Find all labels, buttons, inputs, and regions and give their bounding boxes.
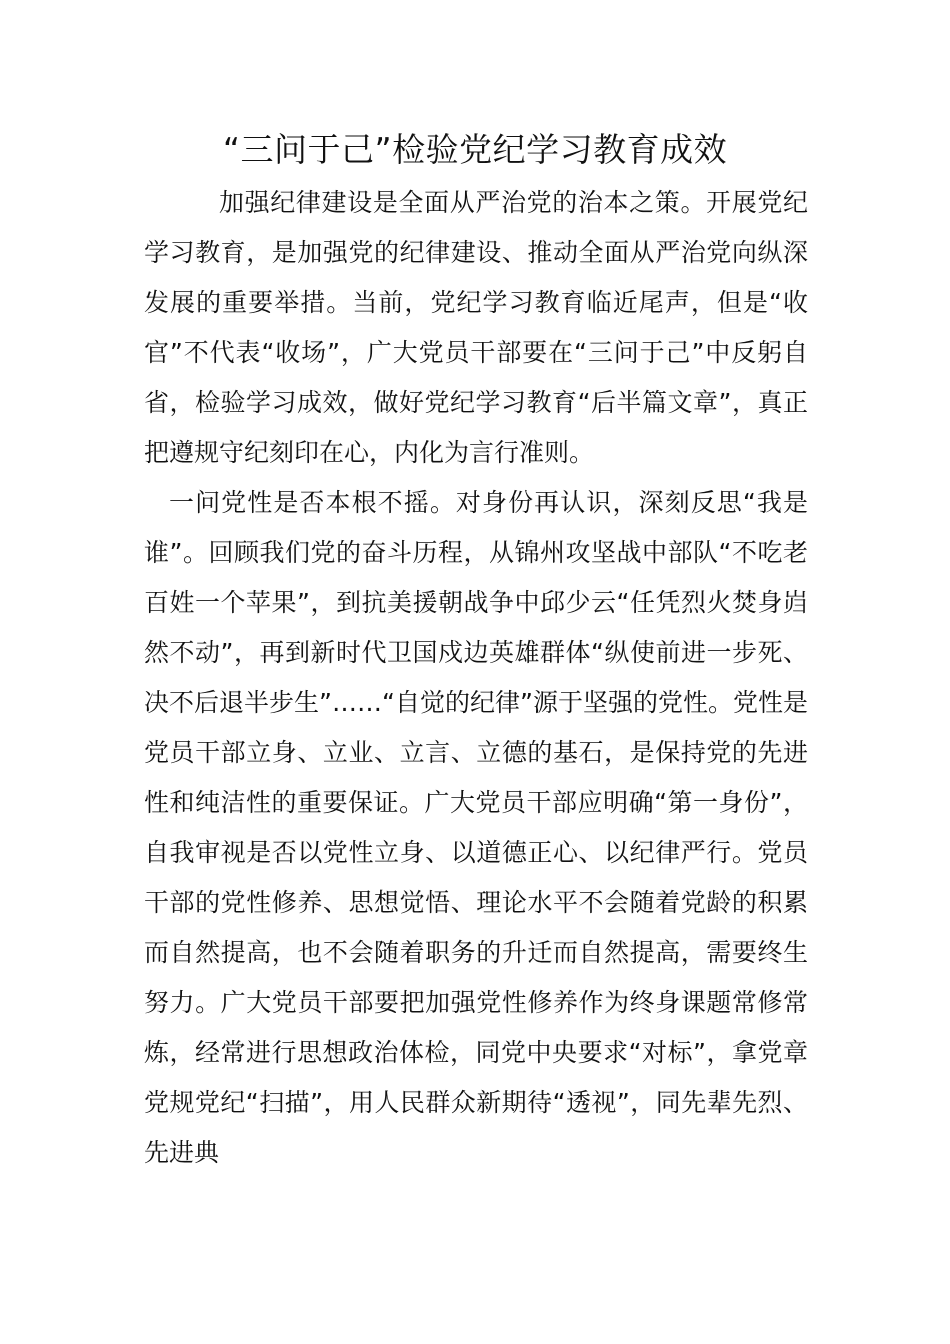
paragraph-intro: 加强纪律建设是全面从严治党的治本之策。开展党纪学习教育，是加强党的纪律建设、推动全面从严治党向纵深发展的重要举措。当前，党纪学习教育临近尾声，但是“收官”不代表“收场”，广大党员干部要在“三问于己”中反躬自省，检验学习成效，做好党纪学习教育“后半篇文章”，真正把遵规守纪刻印在心，内化为言行准则。 [144,188,808,467]
document-title: “三问于己”检验党纪学习教育成效 [222,130,728,169]
paragraph-first-question: 一问党性是否本根不摇。对身份再认识，深刻反思“我是谁”。回顾我们党的奋斗历程，从锦州攻坚战中部队“不吃老百姓一个苹果”，到抗美援朝战争中邱少云“任凭烈火焚身岿然不动”，再到新时代卫国戍边英雄群体“纵使前进一步死、决不后退半步生”……“自觉的纪律”源于坚强的党性。党性是党员干部立身、立业、立言、立德的基石，是保持党的先进性和纯洁性的重要保证。广大党员干部应明确“第一身份”，自我审视是否以党性立身、以道德正心、以纪律严行。党员干部的党性修养、思想觉悟、理论水平不会随着党龄的积累而自然提高，也不会随着职务的升迁而自然提高，需要终生努力。广大党员干部要把加强党性修养作为终身课题常修常炼，经常进行思想政治体检，同党中央要求“对标”，拿党章党规党纪“扫描”，用人民群众新期待“透视”，同先辈先烈、先进典 [144,488,808,1167]
document-body [144,178,808,1178]
